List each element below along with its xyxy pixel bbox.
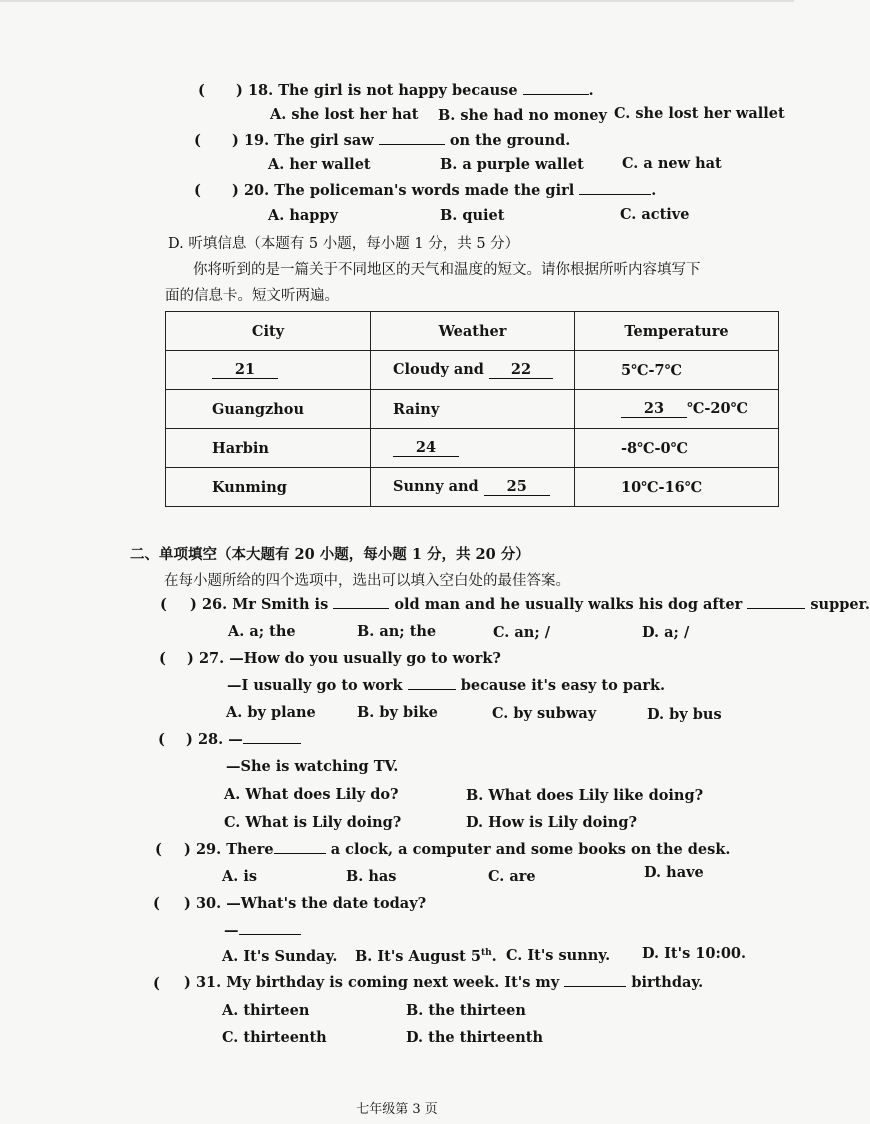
q20-stem bbox=[232, 182, 656, 199]
table-row bbox=[166, 390, 779, 429]
q26-blank-1 bbox=[333, 607, 389, 609]
row1-weather bbox=[371, 351, 575, 390]
header-city: City bbox=[166, 312, 371, 351]
header-weather: Weather bbox=[371, 312, 575, 351]
q19-option-c: C. a new hat bbox=[622, 155, 722, 172]
section-d-instruction-1: 你将听到的是一篇关于不同地区的天气和温度的短文。请你根据所听内容填写下 bbox=[193, 262, 701, 278]
q27-paren-close: ) bbox=[187, 650, 194, 667]
row2-temp-text: ℃-20℃ bbox=[687, 400, 748, 417]
q29-blank bbox=[274, 852, 326, 854]
q31-option-b: B. the thirteen bbox=[406, 1002, 526, 1019]
q18-blank bbox=[523, 93, 589, 95]
q26-stem-c: supper. bbox=[810, 596, 870, 613]
q29-option-a: A. is bbox=[222, 868, 258, 885]
q28-blank bbox=[243, 742, 301, 744]
q18-option-a: A. she lost her hat bbox=[270, 106, 419, 123]
q26-paren-open: ( bbox=[160, 596, 167, 613]
q31-option-a: A. thirteen bbox=[222, 1002, 310, 1019]
q31-option-d: D. the thirteenth bbox=[406, 1029, 543, 1046]
q18-paren-open: ( bbox=[198, 82, 205, 99]
q28-stem-a: 28. — bbox=[197, 731, 243, 748]
row4-weather bbox=[371, 468, 575, 507]
row2-city: Guangzhou bbox=[166, 390, 371, 429]
q30-paren-open: ( bbox=[153, 895, 160, 912]
q29-stem-b: a clock, a computer and some books on the desk. bbox=[330, 841, 731, 858]
row1-city bbox=[166, 351, 371, 390]
q26-stem bbox=[190, 596, 870, 613]
q30-stem-a: 30. —What's the date today? bbox=[195, 895, 427, 912]
row4-weather-text: Sunny and bbox=[393, 478, 479, 495]
row3-temperature: -8℃-0℃ bbox=[575, 429, 779, 468]
q26-blank-2 bbox=[747, 607, 805, 609]
q30-paren-close: ) bbox=[184, 895, 191, 912]
blank-25: 25 bbox=[484, 479, 550, 496]
q27-line2-a: —I usually go to work bbox=[227, 677, 403, 694]
q30-option-c: C. It's sunny. bbox=[506, 947, 611, 964]
part2-title: 二、单项填空（本大题有 20 小题，每小题 1 分，共 20 分） bbox=[130, 546, 530, 563]
q27-stem bbox=[187, 650, 501, 667]
q28-option-a: A. What does Lily do? bbox=[224, 786, 399, 803]
q30-stem bbox=[184, 895, 426, 912]
q26-option-d: D. a; / bbox=[642, 624, 690, 641]
q26-stem-b: old man and he usually walks his dog after bbox=[394, 596, 743, 613]
row3-weather bbox=[371, 429, 575, 468]
row2-weather: Rainy bbox=[371, 390, 575, 429]
q29-stem bbox=[184, 841, 730, 858]
q26-option-a: A. a; the bbox=[228, 623, 296, 640]
q29-option-c: C. are bbox=[488, 868, 536, 885]
q18-stem-b: . bbox=[588, 82, 594, 99]
q31-blank bbox=[564, 985, 626, 987]
q31-stem-a: 31. My birthday is coming next week. It's my bbox=[195, 974, 560, 991]
q28-paren-close: ) bbox=[186, 731, 193, 748]
q28-paren-open: ( bbox=[158, 731, 165, 748]
q29-paren-close: ) bbox=[184, 841, 191, 858]
header-temperature: Temperature bbox=[575, 312, 779, 351]
q20-blank bbox=[579, 193, 651, 195]
q30-option-b bbox=[355, 948, 497, 965]
table-row bbox=[166, 429, 779, 468]
row4-city: Kunming bbox=[166, 468, 371, 507]
q27-option-b: B. by bike bbox=[357, 704, 438, 721]
section-d-title: D. 听填信息（本题有 5 小题，每小题 1 分，共 5 分） bbox=[168, 236, 520, 252]
row3-city: Harbin bbox=[166, 429, 371, 468]
q30-option-a: A. It's Sunday. bbox=[222, 948, 338, 965]
q30-option-b-text: B. It's August 5 bbox=[355, 948, 481, 965]
q31-stem bbox=[184, 974, 703, 991]
q18-paren-close: ) bbox=[236, 82, 243, 99]
q30-blank bbox=[239, 933, 301, 935]
q31-stem-b: birthday. bbox=[631, 974, 704, 991]
q20-stem-a: 20. The policeman's words made the girl bbox=[243, 182, 575, 199]
q20-stem-b: . bbox=[651, 182, 657, 199]
page-footer: 七年级第 3 页 bbox=[356, 1102, 438, 1117]
q19-paren-open: ( bbox=[194, 132, 201, 149]
row1-weather-text: Cloudy and bbox=[393, 361, 484, 378]
row2-temperature bbox=[575, 390, 779, 429]
q30-option-b-end: . bbox=[491, 948, 497, 965]
q27-option-a: A. by plane bbox=[226, 704, 316, 721]
q18-option-b: B. she had no money bbox=[438, 107, 607, 124]
part2-instruction: 在每小题所给的四个选项中，选出可以填入空白处的最佳答案。 bbox=[164, 573, 570, 589]
q26-option-b: B. an; the bbox=[357, 623, 437, 640]
page-top-edge bbox=[0, 0, 794, 2]
table-row bbox=[166, 468, 779, 507]
q29-stem-a: 29. There bbox=[195, 841, 274, 858]
q27-stem-a: 27. —How do you usually go to work? bbox=[198, 650, 501, 667]
q20-option-a: A. happy bbox=[268, 207, 338, 224]
q20-option-b: B. quiet bbox=[440, 207, 505, 224]
q28-line2: —She is watching TV. bbox=[226, 758, 399, 775]
q27-option-c: C. by subway bbox=[492, 705, 597, 722]
q20-option-c: C. active bbox=[620, 206, 690, 223]
q20-paren-open: ( bbox=[194, 182, 201, 199]
q28-option-b: B. What does Lily like doing? bbox=[466, 787, 704, 804]
q26-stem-a: 26. Mr Smith is bbox=[201, 596, 329, 613]
q19-option-b: B. a purple wallet bbox=[440, 156, 584, 173]
q26-option-c: C. an; / bbox=[493, 624, 551, 641]
blank-24: 24 bbox=[393, 440, 459, 457]
q31-paren-open: ( bbox=[153, 975, 160, 992]
q27-blank bbox=[408, 688, 456, 690]
q28-stem bbox=[186, 731, 301, 748]
blank-22: 22 bbox=[489, 362, 553, 379]
q19-blank bbox=[379, 143, 445, 145]
q19-stem bbox=[232, 132, 570, 149]
table-row bbox=[166, 351, 779, 390]
q28-option-c: C. What is Lily doing? bbox=[224, 814, 402, 831]
q31-option-c: C. thirteenth bbox=[222, 1029, 327, 1046]
q30-line2 bbox=[224, 922, 301, 939]
q29-option-b: B. has bbox=[346, 868, 397, 885]
info-card-table bbox=[165, 311, 779, 507]
q20-paren-close: ) bbox=[232, 182, 239, 199]
q18-option-c: C. she lost her wallet bbox=[614, 105, 785, 122]
q30-option-d: D. It's 10:00. bbox=[642, 945, 747, 962]
table-header-row bbox=[166, 312, 779, 351]
row1-temperature: 5℃-7℃ bbox=[575, 351, 779, 390]
q19-stem-a: 19. The girl saw bbox=[243, 132, 374, 149]
q19-stem-b: on the ground. bbox=[449, 132, 571, 149]
q27-line2 bbox=[227, 677, 665, 694]
q31-paren-close: ) bbox=[184, 974, 191, 991]
q26-paren-close: ) bbox=[190, 596, 197, 613]
q30-option-b-sup: th bbox=[480, 948, 492, 959]
q29-option-d: D. have bbox=[644, 864, 704, 881]
q27-line2-b: because it's easy to park. bbox=[460, 677, 666, 694]
row4-temperature: 10℃-16℃ bbox=[575, 468, 779, 507]
section-d-instruction-2: 面的信息卡。短文听两遍。 bbox=[165, 288, 339, 304]
blank-21: 21 bbox=[212, 362, 278, 379]
q19-option-a: A. her wallet bbox=[268, 156, 371, 173]
q28-option-d: D. How is Lily doing? bbox=[466, 814, 637, 831]
q27-paren-open: ( bbox=[159, 650, 166, 667]
blank-23: 23 bbox=[621, 401, 687, 418]
q29-paren-open: ( bbox=[155, 841, 162, 858]
q30-line2-dash: — bbox=[224, 922, 239, 939]
q27-option-d: D. by bus bbox=[647, 706, 722, 723]
q18-stem bbox=[236, 82, 594, 99]
q18-stem-a: 18. The girl is not happy because bbox=[247, 82, 518, 99]
q19-paren-close: ) bbox=[232, 132, 239, 149]
